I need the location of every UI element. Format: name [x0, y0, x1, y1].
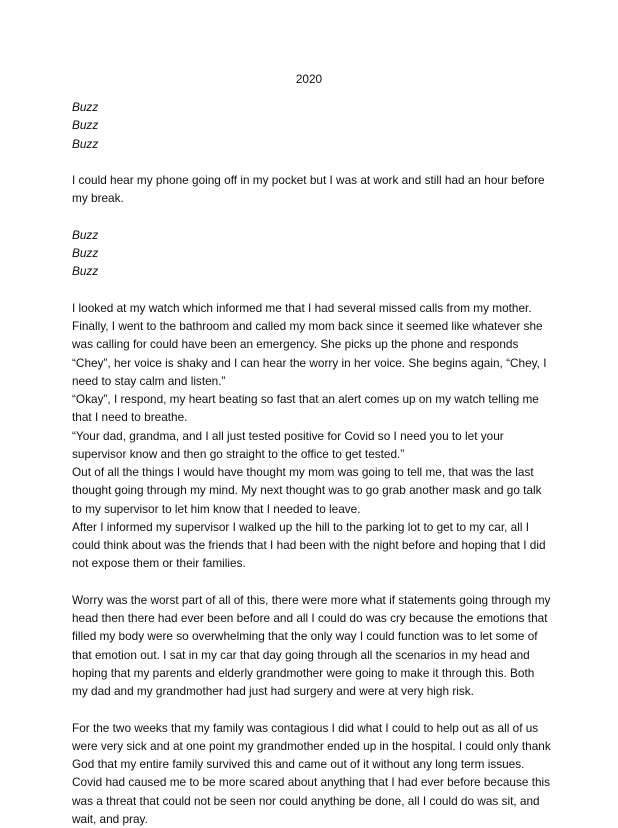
- paragraph-gap: [72, 700, 552, 718]
- paragraph: “Okay”, I respond, my heart beating so fast that an alert comes up on my watch telling me that I need to breathe.: [72, 390, 552, 427]
- page-title: 2020: [0, 70, 618, 88]
- buzz-line: Buzz: [72, 116, 552, 134]
- paragraph: For the two weeks that my family was contagious I did what I could to help out as all of us were very sick and at one point my grandmother ended up in the hospital. I could only thank God that my entire family survived this and came out of it without any long term issues. Covid had caused me to be more scared about anything that I had ever before because this was a threat that could not be seen nor could anything be done, all I could do was sit, and wait, and pray.: [72, 719, 552, 828]
- paragraph: Out of all the things I would have thought my mom was going to tell me, that was the last thought going through my mind. My next thought was to go grab another mask and go talk to my supervisor to let him know that I needed to leave.: [72, 463, 552, 518]
- paragraph: I could hear my phone going off in my pocket but I was at work and still had an hour before my break.: [72, 171, 552, 208]
- paragraph: “Your dad, grandma, and I all just tested positive for Covid so I need you to let your supervisor know and then go straight to the office to get tested.”: [72, 427, 552, 464]
- buzz-line: Buzz: [72, 226, 552, 244]
- buzz-line: Buzz: [72, 98, 552, 116]
- buzz-line: Buzz: [72, 262, 552, 280]
- paragraph: Worry was the worst part of all of this, there were more what if statements going through my head then there had ever been before and all I could do was cry because the emotions that filled my body were so overwhelming that the only way I could function was to let some of that emotion out. I sat in my car that day going through all the scenarios in my head and hoping that my parents and elderly grandmother were going to make it through this. Both my dad and my grandmother had just had surgery and were at very high risk.: [72, 591, 552, 701]
- paragraph-gap: [72, 208, 552, 226]
- paragraph-gap: [72, 281, 552, 299]
- paragraph-gap: [72, 153, 552, 171]
- buzz-line: Buzz: [72, 244, 552, 262]
- document-body: [72, 98, 552, 828]
- paragraph: I looked at my watch which informed me that I had several missed calls from my mother. Finally, I went to the bathroom and called my mom back since it seemed like whatever she was calling for could have been an emergency. She picks up the phone and responds “Chey”, her voice is shaky and I can hear the worry in her voice. She begins again, “Chey, I need to stay calm and listen.”: [72, 299, 552, 390]
- paragraph-gap: [72, 573, 552, 591]
- buzz-line: Buzz: [72, 135, 552, 153]
- paragraph: After I informed my supervisor I walked up the hill to the parking lot to get to my car, all I could think about was the friends that I had been with the night before and hoping that I did not expose them or their families.: [72, 518, 552, 573]
